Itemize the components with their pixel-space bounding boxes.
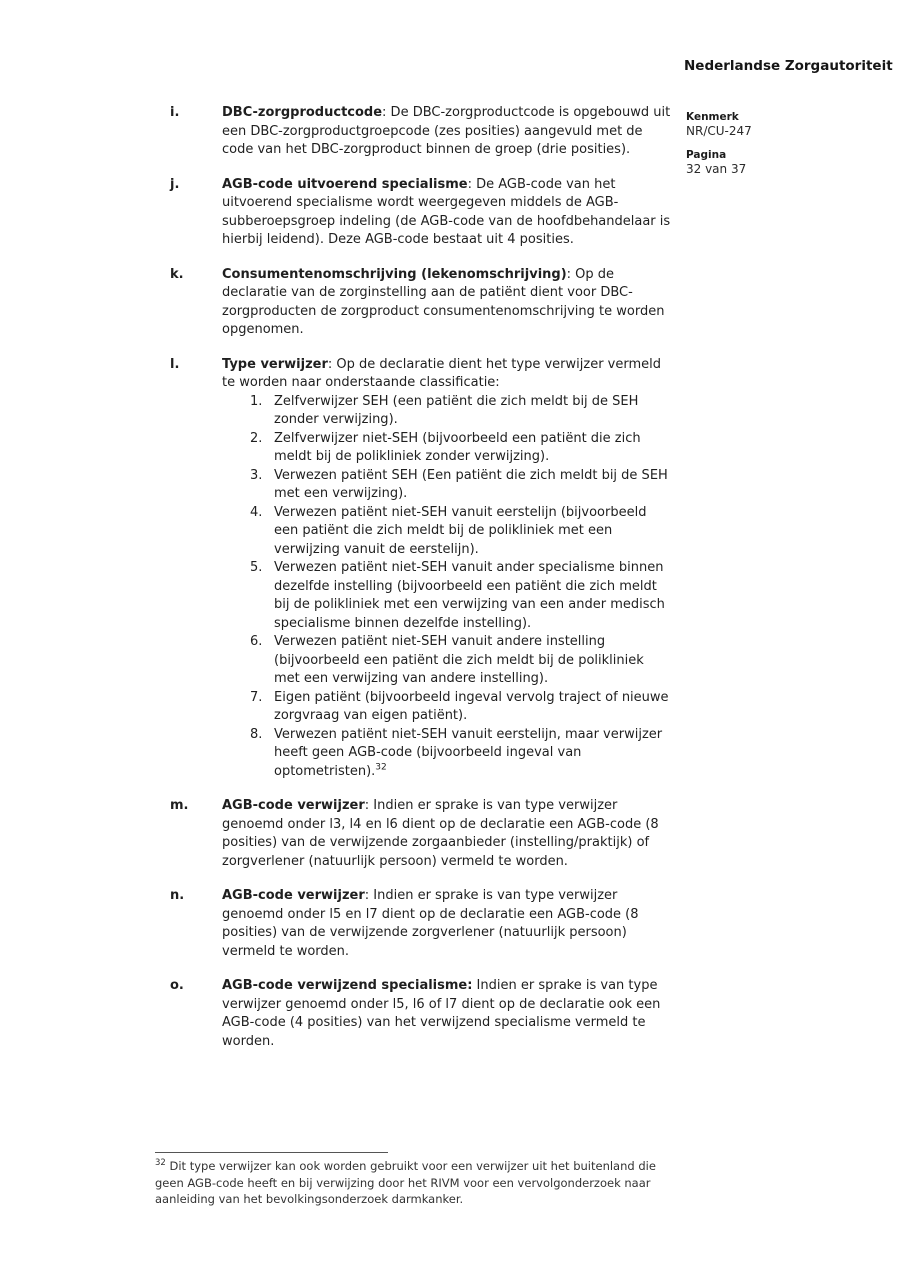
sub-item — [250, 633, 672, 689]
list-item-o — [170, 977, 672, 1051]
sub-item-number: 1. — [250, 393, 263, 409]
footnote-rule — [155, 1152, 388, 1153]
item-body: : Op de declaratie van de zorginstelling aan de patiënt dient voor DBC-zorgproducten de zorgproduct consumentenomschrijving te worden opgenomen. — [222, 266, 665, 337]
footnote-text: Dit type verwijzer kan ook worden gebruikt voor een verwijzer uit het buitenland die geen AGB-code heeft en bij verwijzing door het RIVM voor een vervolgonderzoek naar aanleiding van het bevolkingsonderzoek darmkanker. — [155, 1159, 656, 1206]
sub-item-number: 6. — [250, 634, 263, 649]
kenmerk-label: Kenmerk — [686, 111, 739, 123]
kenmerk-value: NR/CU-247 — [686, 124, 752, 138]
pagina-value: 32 van 37 — [686, 162, 747, 176]
item-letter: i. — [170, 105, 180, 120]
item-body: : Indien er sprake is van type verwijzer genoemd onder l5 en l7 dient op de declaratie een AGB-code (8 posities) van de verwijzende zorgverlener (natuurlijk persoon) vermeld te worden. — [222, 888, 639, 959]
item-title: Consumentenomschrijving (lekenomschrijving) — [222, 266, 567, 282]
footnote-number: 32 — [155, 1158, 166, 1169]
item-paragraph — [222, 978, 660, 1049]
sub-item-number: 3. — [250, 467, 263, 483]
sub-item-text: Zelfverwijzer SEH (een patiënt die zich meldt bij de SEH zonder verwijzing). — [274, 393, 639, 427]
item-letter: o. — [170, 978, 184, 993]
sub-item — [250, 393, 672, 430]
sub-item — [250, 559, 672, 633]
pagina-label: Pagina — [686, 149, 727, 161]
page-meta — [686, 110, 866, 177]
sub-item-text: Eigen patiënt (bijvoorbeeld ingeval vervolg traject of nieuwe zorgvraag van eigen patiënt). — [274, 689, 669, 723]
kenmerk-block — [686, 110, 866, 139]
sub-item-text: Verwezen patiënt niet-SEH vanuit ander specialisme binnen dezelfde instelling (bijvoorbeeld een patiënt die zich meldt bij de polikliniek met een verwijzing van een ander medisch specialisme binnen dezelfde instelling). — [274, 560, 665, 631]
item-letter: l. — [170, 356, 180, 372]
sub-item-number: 8. — [250, 726, 263, 742]
sub-item — [250, 430, 672, 467]
item-letter: m. — [170, 798, 189, 813]
list-item-i — [170, 104, 672, 160]
item-title: AGB-code uitvoerend specialisme — [222, 176, 468, 192]
footnote-text-block — [155, 1158, 669, 1208]
item-title: AGB-code verwijzend specialisme: — [222, 978, 473, 993]
item-title: AGB-code verwijzer — [222, 888, 365, 903]
sub-item-text: Verwezen patiënt niet-SEH vanuit andere instelling (bijvoorbeeld een patiënt die zich meldt bij de polikliniek met een verwijzing van andere instelling). — [274, 634, 644, 686]
list-item-j — [170, 176, 672, 250]
item-paragraph — [222, 267, 664, 338]
sub-item-text: Verwezen patiënt SEH (Een patiënt die zich meldt bij de SEH met een verwijzing). — [274, 467, 668, 501]
item-paragraph — [222, 177, 670, 248]
sub-item — [250, 726, 672, 782]
item-letter: n. — [170, 888, 185, 903]
item-title: Type verwijzer — [222, 356, 328, 372]
item-title: AGB-code verwijzer — [222, 798, 365, 813]
sub-item-text: Verwezen patiënt niet-SEH vanuit eerstelijn, maar verwijzer heeft geen AGB-code (bijvoorbeeld ingeval van optometristen). — [274, 726, 663, 779]
sub-item-number: 4. — [250, 504, 263, 520]
footnote-ref: 32 — [375, 762, 387, 773]
sub-item — [250, 689, 672, 726]
item-paragraph — [222, 888, 639, 959]
item-title: DBC-zorgproductcode — [222, 105, 383, 120]
item-paragraph — [222, 357, 661, 391]
sub-item-text: Verwezen patiënt niet-SEH vanuit eerstelijn (bijvoorbeeld een patiënt die zich meldt bij de polikliniek met een verwijzing vanuit de eerstelijn). — [274, 504, 647, 557]
list-item-k — [170, 266, 672, 340]
item-letter: j. — [170, 176, 180, 192]
list-item-m — [170, 797, 672, 871]
footnote — [155, 1152, 669, 1208]
list-item-l — [170, 356, 672, 782]
item-paragraph — [222, 105, 670, 157]
sub-item-number: 5. — [250, 560, 263, 575]
lettered-list — [170, 104, 672, 1067]
sub-item-number: 7. — [250, 689, 263, 705]
sub-item-text: Zelfverwijzer niet-SEH (bijvoorbeeld een patiënt die zich meldt bij de polikliniek zonder verwijzing). — [274, 430, 641, 464]
item-body: Indien er sprake is van type verwijzer genoemd onder l5, l6 of l7 dient op de declaratie ook een AGB-code (4 posities) van het verwijzend specialisme vermeld te worden. — [222, 978, 661, 1049]
item-body: : De DBC-zorgproductcode is opgebouwd uit een DBC-zorgproductgroepcode (zes posities) aangevuld met de code van het DBC-zorgproduct binnen de groep (drie posities). — [222, 105, 671, 157]
sub-item-number: 2. — [250, 430, 263, 446]
sub-item — [250, 504, 672, 560]
item-letter: k. — [170, 266, 184, 282]
item-paragraph — [222, 798, 659, 869]
item-body: : Op de declaratie dient het type verwijzer vermeld te worden naar onderstaande classificatie: — [222, 356, 662, 390]
item-body: : De AGB-code van het uitvoerend specialisme wordt weergegeven middels de AGB-subberoepsgroep indeling (de AGB-code van de hoofdbehandelaar is hierbij leidend). Deze AGB-code bestaat uit 4 posities. — [222, 176, 671, 247]
org-name: Nederlandse Zorgautoriteit — [684, 58, 893, 74]
sub-item — [250, 467, 672, 504]
pagina-block — [686, 148, 866, 177]
item-body: : Indien er sprake is van type verwijzer genoemd onder l3, l4 en l6 dient op de declaratie een AGB-code (8 posities) van de verwijzende zorgaanbieder (instelling/praktijk) of zorgverlener (natuurlijk persoon) vermeld te worden. — [222, 798, 659, 869]
type-verwijzer-sublist — [222, 393, 672, 782]
list-item-n — [170, 887, 672, 961]
